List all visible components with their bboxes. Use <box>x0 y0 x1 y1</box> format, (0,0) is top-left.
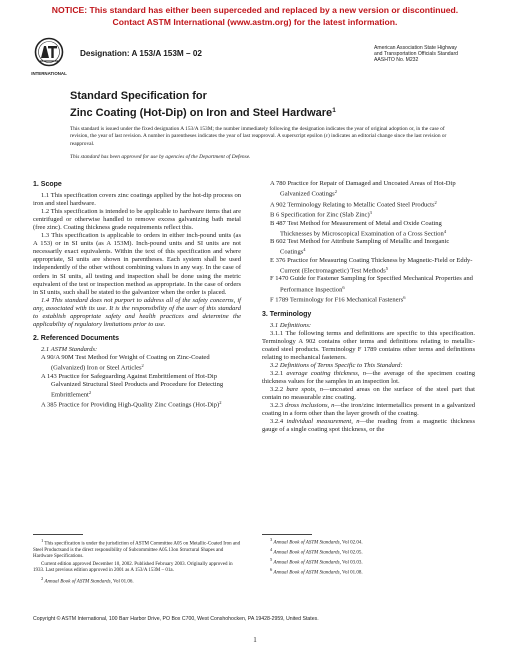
section-heading-referenced-documents: 2. Referenced Documents <box>33 334 119 342</box>
definition-dross-inclusions: 3.2.3 dross inclusions, n—the iron/zinc intermetallics present in a galvanized coating in a form other than the layer growth of the coating. <box>262 402 476 418</box>
reference-item: A 902 Terminology Relating to Metallic Coated Steel Products$^2$ <box>270 199 437 209</box>
para-3-2: 3.2 Definitions of Terms Specific to This Standard: <box>270 361 403 369</box>
footnote-3: $^3$ Annual Book of ASTM Standards, Vol 02.04. <box>270 537 363 546</box>
designation: Designation: A 153/A 153M – 02 <box>80 49 202 58</box>
footnote-rule-left <box>33 534 83 535</box>
document-title <box>70 90 336 120</box>
footnotes-left <box>33 538 241 586</box>
org-line-2: and Transportation Officials Standard <box>374 51 459 58</box>
para-1-3: 1.3 This specification is applicable to orders in either inch-pound units (as A 153) or in SI units (as A 153M). Inch-pound units and SI units are not necessarily exact equivalents. Within the text of this specification and where appropriate, SI units are shown in parentheses. Each system shall be used independently of the other without combining values in any way. In the case of orders in SI units, all testing and inspection shall be done using the metric equivalent of the test or inspection method as appropriate. In the case of orders in SI units, such shall be stated to the galvanizer when the order is placed. <box>33 232 241 296</box>
footnotes-right <box>262 537 475 577</box>
section-heading-terminology: 3. Terminology <box>262 310 312 318</box>
reference-item: A 143 Practice for Safeguarding Against Embrittlement of Hot-Dip Galvanized Structural Steel Products and Procedure for Detecting Embrittlement$^2$ <box>41 372 224 399</box>
astm-logo <box>31 37 67 81</box>
page-number: 1 <box>253 636 257 644</box>
para-2-1: 2.1 ASTM Standards: <box>41 345 98 353</box>
para-1-1: 1.1 This specification covers zinc coatings applied by the hot-dip process on iron and steel hardware. <box>33 192 241 208</box>
left-column <box>33 180 241 410</box>
edition-note: Current edition approved December 10, 2002. Published February 2003. Originally approved in 1933. Last previous edition approved in 2001 as A 153/A 153M – 01a. <box>33 561 233 574</box>
reference-item: F 1470 Guide for Fastener Sampling for Specified Mechanical Properties and Performance Inspection$^6$ <box>270 275 473 294</box>
notice-line-1: NOTICE: This standard has either been superceded and replaced by a new version or discontinued. <box>51 5 459 15</box>
definition-average-coating-thickness: 3.2.1 average coating thickness, n—the average of the specimen coating thickness values for the samples in an inspection lot. <box>262 369 475 385</box>
footnote-rule-right <box>262 534 312 535</box>
para-1-4: 1.4 This standard does not purport to address all of the safety concerns, if any, associated with its use. It is the responsibility of the user of this standard to establish appropriate safety and health practices and determine the applicability of regulatory limitations prior to use. <box>33 296 241 328</box>
org-line-1: American Association State Highway <box>374 45 457 51</box>
para-3-1-1: 3.1.1 The following terms and definitions are specific to this specification. Terminology A 902 contains other terms and definitions relating to metallic-coated steel products. Terminology F 1789 contains other terms and definitions relating to mechanical fasteners. <box>262 329 475 361</box>
dod-approval-note: This standard has been approved for use by agencies of the Department of Defense. <box>70 154 251 160</box>
reference-item: F 1789 Terminology for F16 Mechanical Fasteners$^6$ <box>270 295 406 304</box>
right-column <box>262 180 475 434</box>
copyright-line: Copyright © ASTM International, 100 Barr Harbor Drive, PO Box C700, West Conshohocken, PA 19428-2959, United States. <box>33 616 319 622</box>
supersession-notice <box>0 5 510 28</box>
notice-line-2: Contact ASTM International (www.astm.org) for the latest information. <box>112 16 398 27</box>
definition-bare-spots: 3.2.2 bare spots, n—uncoated areas on the surface of the steel part that contain no measurable zinc coating. <box>262 386 475 402</box>
footnote-1: $^1$ This specification is under the jurisdiction of ASTM Committee A05 on Metallic-Coated Iron and Steel Productsand is the direct responsibility of Subcommittee A05.13on Structural Shapes and Hardware Specifications. <box>33 538 241 560</box>
reference-item: B 6 Specification for Zinc (Slab Zinc)$^3$ <box>270 210 372 219</box>
footnote-6: $^6$ Annual Book of ASTM Standards, Vol 01.08. <box>270 566 363 576</box>
reference-item: A 90/A 90M Test Method for Weight of Coating on Zinc-Coated (Galvanized) Iron or Steel Articles$^2$ <box>41 353 210 372</box>
para-3-1: 3.1 Definitions: <box>270 321 312 329</box>
org-line-3: AASHTO No. M232 <box>374 57 419 64</box>
reference-item: A 780 Practice for Repair of Damaged and Uncoated Areas of Hot-Dip Galvanized Coatings$^2$ <box>270 180 456 198</box>
reference-item: A 385 Practice for Providing High-Quality Zinc Coatings $(Hot-Dip)^2$ <box>41 400 222 409</box>
section-heading-scope: 1. Scope <box>33 181 62 188</box>
issuance-note: This standard is issued under the fixed designation A 153/A 153M; the number immediately following the designation indicates the year of original adoption or, in the case of revision, the year of last revision. A number in parentheses indicates the year of last reapproval. A superscript epsilon (ε) indicates an editorial change since the last revision or reapproval. <box>70 126 447 147</box>
reference-item: B 487 Test Method for Measurement of Metal and Oxide Coating Thicknesses by Microscopical Examination of a Cross Section$^4$ <box>270 219 447 238</box>
reference-item: B 602 Test Method for Attribute Sampling of Metallic and Inorganic Coatings$^4$ <box>270 238 450 256</box>
logo-text: INTERNATIONAL <box>31 71 67 76</box>
footnote-5: $^5$ Annual Book of ASTM Standards, Vol 03.03. <box>270 556 363 566</box>
footnote-2: $^2$ Annual Book of ASTM Standards, Vol 01.06. <box>41 575 134 585</box>
title-line-2: Zinc Coating (Hot-Dip) on Iron and Steel Hardware$^1$ <box>70 106 336 119</box>
reference-item: E 376 Practice for Measuring Coating Thickness by Magnetic-Field or Eddy-Current (Electromagnetic) Test Methods$^5$ <box>270 256 473 275</box>
title-line-1: Standard Specification for <box>70 90 207 102</box>
footnote-4: $^4$ Annual Book of ASTM Standards, Vol 02.05. <box>270 546 363 556</box>
aashto-block <box>374 45 458 64</box>
definition-individual-measurement: 3.2.4 individual measurement, n—the reading from a magnetic thickness gauge of a single coating spot thickness, or the <box>262 418 475 434</box>
para-1-2: 1.2 This specification is intended to be applicable to hardware items that are centrifuged or otherwise handled to remove excess galvanizing bath metal (free zinc). Coating thickness grade requirements reflect this. <box>33 208 241 232</box>
